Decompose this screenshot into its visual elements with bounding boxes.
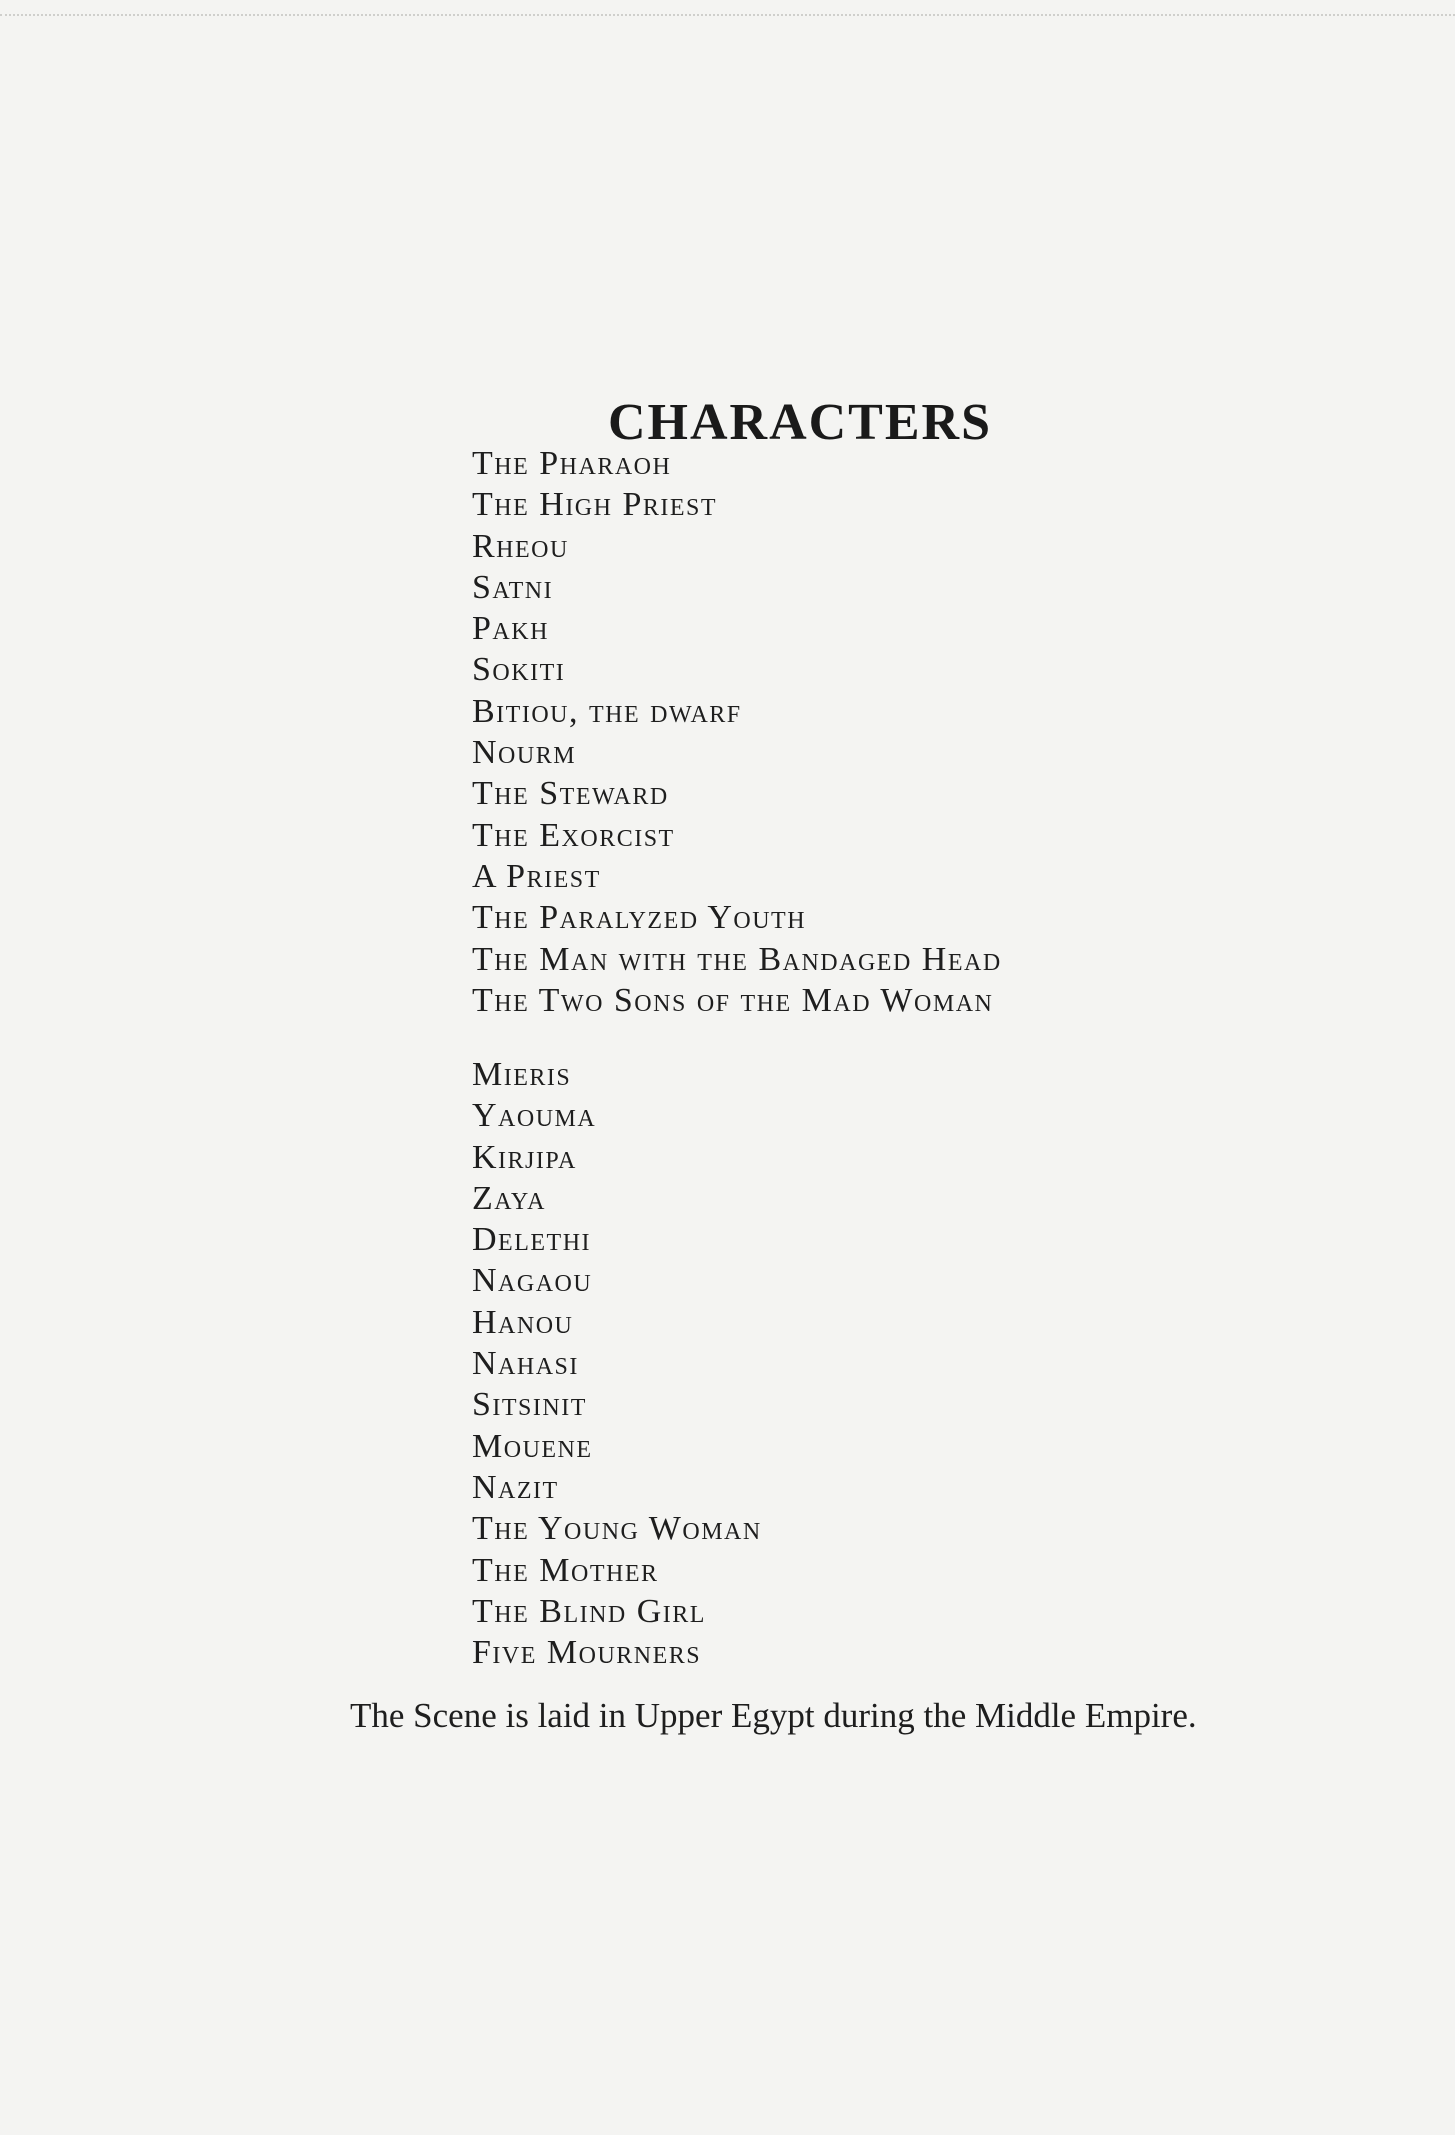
character-entry: Mieris xyxy=(472,1056,572,1093)
character-entry: The Pharaoh xyxy=(472,445,672,482)
character-entry: The High Priest xyxy=(472,486,718,524)
character-entry: Sitsinit xyxy=(472,1386,587,1424)
character-entry: Hanou xyxy=(472,1303,574,1341)
character-list-secondary xyxy=(472,1054,762,1673)
scene-note: The Scene is laid in Upper Egypt during the Middle Empire. xyxy=(350,1696,1197,1735)
character-entry: Rheou xyxy=(472,527,569,565)
character-list-primary xyxy=(472,443,1002,1021)
character-entry: The Steward xyxy=(472,775,669,813)
character-entry: Nourm xyxy=(472,734,577,772)
character-entry: The Mother xyxy=(472,1551,659,1589)
character-entry: The Young Woman xyxy=(472,1510,762,1548)
character-entry: Delethi xyxy=(472,1221,592,1259)
character-entry: Yaouma xyxy=(472,1097,597,1135)
character-entry: Sokiti xyxy=(472,651,566,689)
character-entry: Pakh xyxy=(472,610,549,648)
character-entry: The Man with the Bandaged Head xyxy=(472,940,1002,978)
character-entry: Kirjipa xyxy=(472,1138,577,1176)
character-entry: Mouene xyxy=(472,1427,593,1465)
character-entry: Satni xyxy=(472,568,554,606)
scan-edge-rule xyxy=(0,14,1455,16)
character-entry: The Paralyzed Youth xyxy=(472,899,807,937)
page-title: CHARACTERS xyxy=(607,393,993,451)
character-entry: The Exorcist xyxy=(472,816,675,854)
character-entry: Five Mourners xyxy=(472,1634,702,1672)
character-entry: A Priest xyxy=(472,857,601,895)
character-entry: The Blind Girl xyxy=(472,1592,706,1630)
character-entry: The Two Sons of the Mad Woman xyxy=(472,981,994,1019)
character-entry: Zaya xyxy=(472,1179,546,1217)
character-entry: Nazit xyxy=(472,1468,559,1506)
character-entry: Nagaou xyxy=(472,1262,593,1300)
character-entry: Nahasi xyxy=(472,1345,579,1383)
character-entry: Bitiou, the dwarf xyxy=(472,692,742,730)
